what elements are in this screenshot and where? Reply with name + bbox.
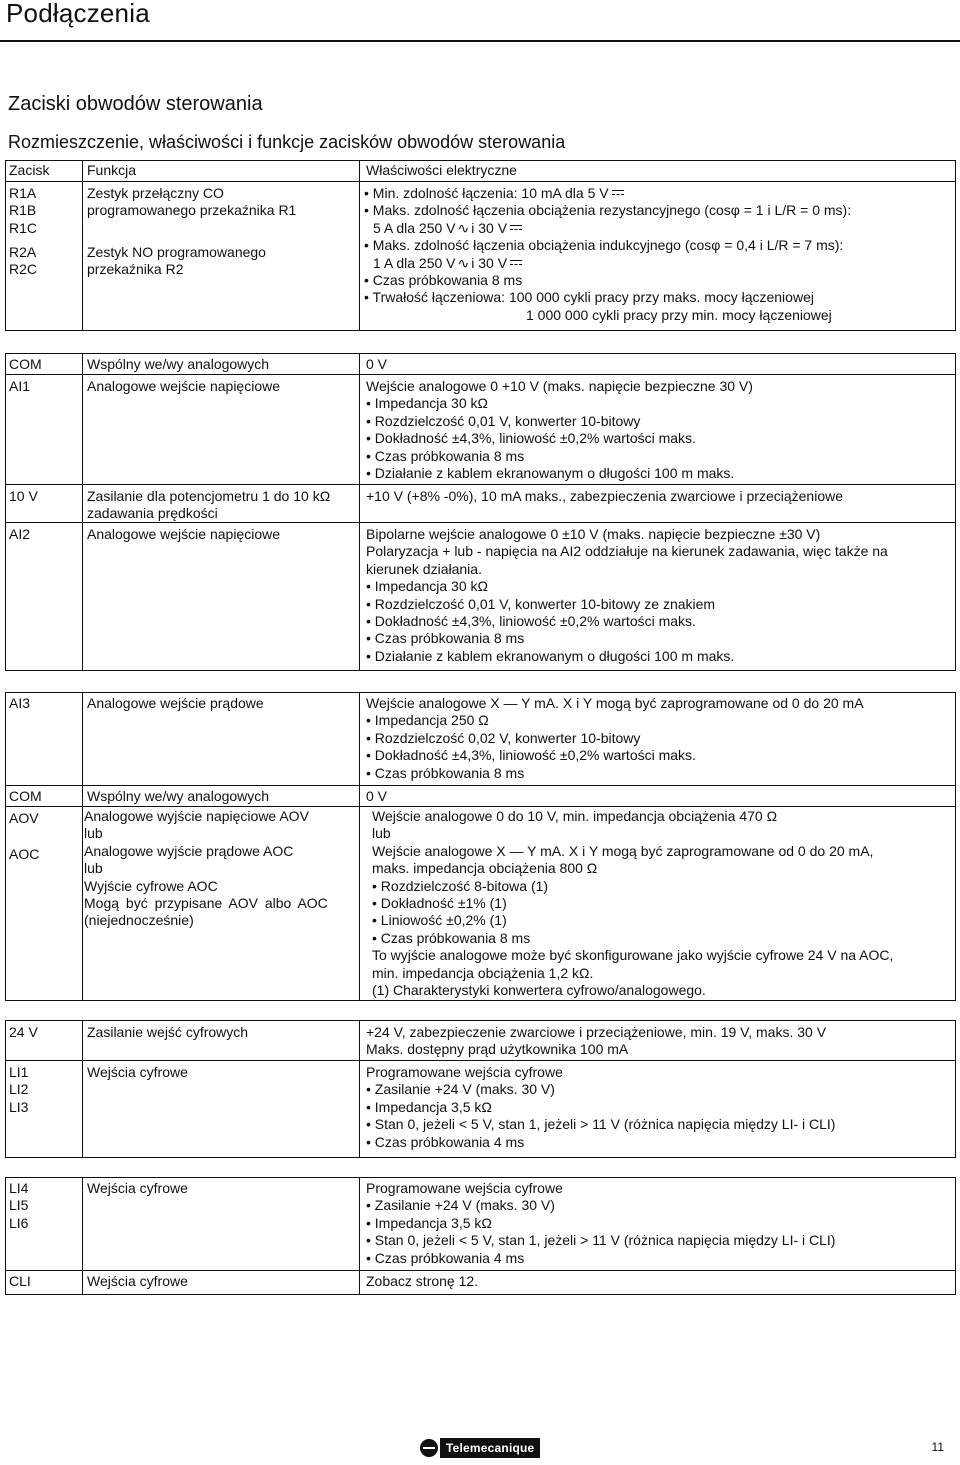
col-header-function: Funkcja: [87, 162, 137, 178]
function-24v: Zasilanie wejść cyfrowych: [87, 1024, 249, 1040]
terminal-aoc: AOC: [9, 846, 40, 862]
function-r1: [87, 185, 296, 220]
prop-text: min. impedancja obciążenia 1,2 kΩ.: [372, 964, 594, 981]
divider: [82, 1020, 83, 1158]
page-number: 11: [931, 1440, 944, 1454]
prop-text: 1 000 000 cykli pracy przy min. mocy łączeniowej: [526, 306, 832, 323]
col-header-properties: Właściwości elektryczne: [366, 162, 517, 178]
terminal-ai2: AI2: [9, 526, 31, 542]
props-ai2: [366, 526, 888, 665]
prop-text: (1) Charakterystyki konwertera cyfrowo/analogowego.: [372, 982, 706, 999]
prop-text: • Stan 0, jeżeli < 5 V, stan 1, jeżeli > 11 V (różnica napięcia między LI- i CLI): [366, 1232, 836, 1249]
prop-text: • Impedancja 3,5 kΩ: [366, 1098, 492, 1115]
terminal-label: R1C: [9, 219, 38, 236]
function-com: Wspólny we/wy analogowych: [87, 356, 270, 372]
col-header-terminal: Zacisk: [9, 162, 50, 178]
prop-text: lub: [372, 825, 391, 842]
prop-text: i 30 V: [471, 254, 508, 271]
divider: [359, 692, 360, 1001]
divider: [82, 1177, 83, 1295]
terminals-li4-li6: [9, 1180, 28, 1232]
prop-text: • Czas próbkowania 4 ms: [366, 1133, 525, 1150]
terminal-label: LI5: [9, 1197, 29, 1214]
divider: [5, 806, 956, 807]
dc-symbol-icon: [612, 190, 624, 197]
props-li4-li6: [366, 1180, 835, 1267]
divider: [82, 692, 83, 1001]
props-ao: [372, 808, 893, 999]
divider: [5, 1060, 956, 1061]
prop-text: Wejście analogowe X — Y mA. X i Y mogą być zaprogramowane od 0 do 20 mA,: [372, 842, 874, 859]
prop-text: Wejście analogowe X — Y mA. X i Y mogą być zaprogramowane od 0 do 20 mA: [366, 695, 864, 711]
subsection-heading: Rozmieszczenie, właściwości i funkcje zacisków obwodów sterowania: [8, 132, 566, 152]
terminal-10v: 10 V: [9, 488, 38, 504]
function-ao: [84, 808, 328, 930]
prop-text: • Impedancja 250 Ω: [366, 712, 489, 729]
title-rule: [0, 40, 960, 42]
function-text: Mogą być przypisane AOV albo AOC: [84, 895, 328, 912]
page-title: Podłączenia: [6, 0, 150, 28]
prop-text: Maks. dostępny prąd użytkownika 100 mA: [366, 1041, 629, 1058]
prop-text: • Zasilanie +24 V (maks. 30 V): [366, 1197, 555, 1214]
terminal-label: R2C: [9, 261, 38, 278]
props-24v: [366, 1024, 826, 1059]
props-com: 0 V: [366, 356, 388, 372]
terminal-label: LI6: [9, 1214, 29, 1231]
function-text: Zestyk NO programowanego: [87, 244, 266, 260]
function-10v: [87, 488, 330, 523]
prop-text: • Dokładność ±4,3%, liniowość ±0,2% wartości maks.: [366, 747, 696, 764]
props-com-2: 0 V: [366, 788, 388, 804]
prop-text: • Liniowość ±0,2% (1): [372, 912, 507, 929]
function-text: lub: [84, 825, 103, 842]
prop-text: • Działanie z kablem ekranowanym o długości 100 m maks.: [366, 465, 735, 482]
prop-text: • Impedancja 3,5 kΩ: [366, 1214, 492, 1231]
terminal-label: LI2: [9, 1081, 29, 1098]
prop-text: Wejście analogowe 0 do 10 V, min. impedancja obciążenia 470 Ω: [372, 808, 778, 824]
function-text: Wyjście cyfrowe AOC: [84, 877, 218, 894]
prop-text: To wyjście analogowe może być skonfigurowane jako wyjście cyfrowe 24 V na AOC,: [372, 947, 894, 964]
function-text: lub: [84, 860, 103, 877]
function-li4-li6: Wejścia cyfrowe: [87, 1180, 188, 1196]
prop-text: • Rozdzielczość 8-bitowa (1): [372, 877, 549, 894]
function-li1-li3: Wejścia cyfrowe: [87, 1064, 188, 1080]
terminal-com: COM: [9, 356, 42, 372]
prop-text: • Impedancja 30 kΩ: [366, 395, 488, 412]
terminal-label: R1B: [9, 202, 37, 219]
divider: [82, 353, 83, 671]
prop-text: • Rozdzielczość 0,01 V, konwerter 10-bitowy: [366, 412, 641, 429]
function-text: przekaźnika R2: [87, 261, 184, 278]
brand-mark-icon: [420, 1439, 438, 1457]
divider: [359, 1020, 360, 1158]
terminal-ai3: AI3: [9, 695, 31, 711]
prop-text: • Maks. zdolność łączenia obciążenia indukcyjnego (cosφ = 0,4 i L/R = 7 ms):: [364, 237, 844, 254]
divider: [82, 160, 83, 331]
divider: [5, 181, 956, 182]
function-cli: Wejścia cyfrowe: [87, 1273, 188, 1289]
props-ai3: [366, 695, 864, 782]
function-ai3: Analogowe wejście prądowe: [87, 695, 264, 711]
prop-text: maks. impedancja obciążenia 800 Ω: [372, 860, 598, 877]
prop-text: i 30 V: [471, 219, 508, 236]
terminal-label: LI1: [9, 1064, 29, 1080]
terminal-aov: AOV: [9, 810, 39, 826]
props-10v: +10 V (+8% -0%), 10 mA maks., zabezpieczenia zwarciowe i przeciążeniowe: [366, 488, 843, 504]
prop-text: • Impedancja 30 kΩ: [366, 578, 488, 595]
function-com-2: Wspólny we/wy analogowych: [87, 788, 270, 804]
prop-text: • Czas próbkowania 8 ms: [364, 272, 523, 289]
prop-text: • Czas próbkowania 8 ms: [366, 764, 525, 781]
function-text: programowanego przekaźnika R1: [87, 202, 297, 219]
prop-text: • Czas próbkowania 8 ms: [372, 929, 531, 946]
prop-text: Programowane wejścia cyfrowe: [366, 1180, 563, 1196]
divider: [5, 1270, 956, 1271]
prop-text: 5 A dla 250 V: [373, 219, 456, 236]
function-ai2: Analogowe wejście napięciowe: [87, 526, 281, 542]
divider: [359, 160, 360, 331]
terminal-com-2: COM: [9, 788, 42, 804]
prop-text: • Dokładność ±4,3%, liniowość ±0,2% wartości maks.: [366, 430, 696, 447]
divider: [5, 785, 956, 786]
terminal-label: LI3: [9, 1098, 29, 1115]
divider: [5, 374, 956, 375]
function-text: zadawania prędkości: [87, 505, 218, 522]
prop-text: • Rozdzielczość 0,02 V, konwerter 10-bitowy: [366, 729, 641, 746]
function-text: Zestyk przełączny CO: [87, 185, 224, 201]
function-ai1: Analogowe wejście napięciowe: [87, 378, 281, 394]
prop-text: • Czas próbkowania 8 ms: [366, 447, 525, 464]
prop-text: • Min. zdolność łączenia: 10 mA dla 5 V: [364, 185, 609, 201]
prop-text: • Zasilanie +24 V (maks. 30 V): [366, 1081, 555, 1098]
prop-text: • Maks. zdolność łączenia obciążenia rezystancyjnego (cosφ = 1 i L/R = 0 ms):: [364, 202, 852, 219]
terminal-ai1: AI1: [9, 378, 31, 394]
props-ai1: [366, 378, 753, 482]
prop-text: kierunek działania.: [366, 560, 482, 577]
function-text: Analogowe wyjście napięciowe AOV: [84, 808, 309, 824]
dc-symbol-icon: [510, 260, 522, 267]
prop-text: • Czas próbkowania 4 ms: [366, 1249, 525, 1266]
function-text: (niejednocześnie): [84, 912, 194, 929]
prop-text: • Rozdzielczość 0,01 V, konwerter 10-bitowy ze znakiem: [366, 595, 716, 612]
prop-text: Wejście analogowe 0 +10 V (maks. napięcie bezpieczne 30 V): [366, 378, 753, 394]
relay-terminals-r2: [9, 244, 37, 279]
terminal-label: LI4: [9, 1180, 29, 1196]
relay-properties: [364, 185, 851, 324]
function-text: Analogowe wyjście prądowe AOC: [84, 842, 294, 859]
divider: [5, 484, 956, 485]
prop-text: • Stan 0, jeżeli < 5 V, stan 1, jeżeli > 11 V (różnica napięcia między LI- i CLI): [366, 1116, 836, 1133]
terminal-label: R2A: [9, 244, 37, 260]
prop-text: • Dokładność ±1% (1): [372, 895, 507, 912]
prop-text: +24 V, zabezpieczenie zwarciowe i przeciążeniowe, min. 19 V, maks. 30 V: [366, 1024, 827, 1040]
prop-text: • Działanie z kablem ekranowanym o długości 100 m maks.: [366, 647, 735, 664]
section-heading: Zaciski obwodów sterowania: [8, 93, 263, 115]
ac-symbol-icon: ∿: [457, 254, 470, 271]
prop-text: 1 A dla 250 V: [373, 254, 456, 271]
terminal-cli: CLI: [9, 1273, 31, 1289]
props-li1-li3: [366, 1064, 835, 1151]
prop-text: • Dokładność ±4,3%, liniowość ±0,2% wartości maks.: [366, 613, 696, 630]
divider: [359, 353, 360, 671]
prop-text: Programowane wejścia cyfrowe: [366, 1064, 563, 1080]
brand-name: Telemecanique: [440, 1438, 540, 1458]
brand-logo: [420, 1437, 540, 1459]
prop-text: Bipolarne wejście analogowe 0 ±10 V (maks. napięcie bezpieczne ±30 V): [366, 526, 821, 542]
prop-text: • Czas próbkowania 8 ms: [366, 630, 525, 647]
terminal-24v: 24 V: [9, 1024, 38, 1040]
props-cli: Zobacz stronę 12.: [366, 1273, 479, 1289]
prop-text: • Trwałość łączeniowa: 100 000 cykli pracy przy maks. mocy łączeniowej: [364, 289, 814, 306]
ac-symbol-icon: ∿: [457, 219, 470, 236]
prop-text: Polaryzacja + lub - napięcia na AI2 oddziałuje na kierunek zadawania, więc także na: [366, 543, 888, 560]
dc-symbol-icon: [510, 225, 522, 232]
divider: [359, 1177, 360, 1295]
relay-terminals: [9, 185, 37, 237]
function-text: Zasilanie dla potencjometru 1 do 10 kΩ: [87, 488, 331, 504]
terminal-label: R1A: [9, 185, 37, 201]
function-r2: [87, 244, 266, 279]
terminals-li1-li3: [9, 1064, 28, 1116]
